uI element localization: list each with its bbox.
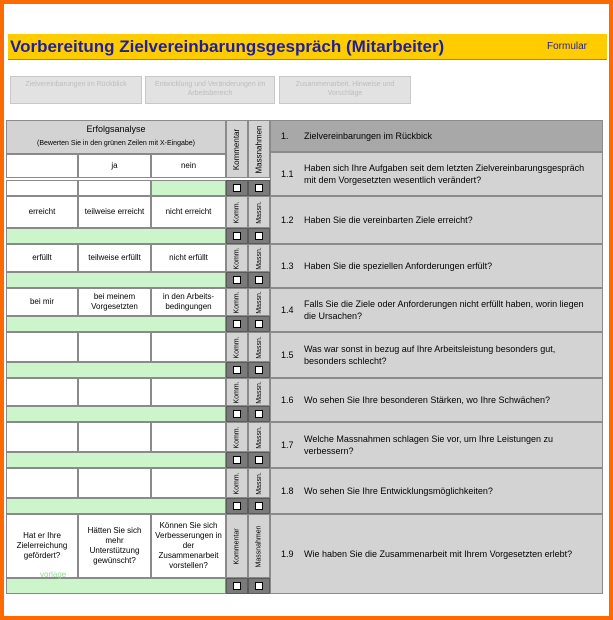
row-2-kommentar-checkbox-cell bbox=[226, 228, 248, 244]
question-text: Haben Sie die vereinbarten Ziele erreicht? bbox=[304, 215, 473, 225]
row-6-option-2 bbox=[78, 378, 151, 406]
row-9-komm-label: Kommentar bbox=[226, 514, 248, 578]
row-3-mass-label: Massn. bbox=[248, 244, 270, 272]
analysis-subtitle: (Bewerten Sie in den grünen Zeilen mit X-Eingabe) bbox=[37, 140, 195, 147]
row-3-input-green[interactable] bbox=[6, 272, 226, 288]
row-5-input-green[interactable] bbox=[6, 362, 226, 378]
row-option-label: erfüllt bbox=[32, 253, 52, 262]
section-number: 1. bbox=[281, 131, 289, 141]
row-8-komm-label: Komm. bbox=[226, 468, 248, 498]
row-option-label bbox=[9, 423, 75, 451]
row-option-label: nein bbox=[180, 161, 197, 170]
row-2-option-1 bbox=[6, 196, 78, 228]
massnahmen-checkbox[interactable] bbox=[255, 320, 263, 328]
row-8-option-2 bbox=[78, 468, 151, 498]
row-2-komm-label: Komm. bbox=[226, 196, 248, 228]
row-option-label bbox=[9, 155, 75, 177]
row-option-label bbox=[81, 423, 148, 451]
massnahmen-checkbox[interactable] bbox=[255, 456, 263, 464]
row-2-option-3 bbox=[151, 196, 226, 228]
row-4-komm-label: Komm. bbox=[226, 288, 248, 316]
page-title: Vorbereitung Zielvereinbarungsgespräch (Mitarbeiter) bbox=[10, 37, 445, 56]
row-option-label: ja bbox=[111, 161, 118, 170]
row-4-question bbox=[270, 288, 603, 332]
row-8-input-green[interactable] bbox=[6, 498, 226, 514]
row-9-mass-label: Massnahmen bbox=[248, 514, 270, 578]
watermark-text: vorlage bbox=[40, 570, 67, 579]
row-9-option-2 bbox=[78, 514, 151, 578]
row-option-label: Hat er Ihre Zielerreichung gefördert? bbox=[16, 531, 68, 560]
row-7-komm-label: Komm. bbox=[226, 422, 248, 452]
row-4-input-green[interactable] bbox=[6, 316, 226, 332]
row-9-option-3 bbox=[151, 514, 226, 578]
row-1-kommentar-checkbox-cell bbox=[226, 180, 248, 196]
row-5-kommentar-checkbox-cell bbox=[226, 362, 248, 378]
kommentar-header: Kommentar bbox=[226, 120, 248, 178]
row-1-input-blank-2[interactable] bbox=[78, 180, 151, 196]
kommentar-checkbox[interactable] bbox=[233, 276, 241, 284]
kommentar-checkbox[interactable] bbox=[233, 184, 241, 192]
row-option-label bbox=[81, 469, 148, 497]
row-4-option-2 bbox=[78, 288, 151, 316]
row-5-question bbox=[270, 332, 603, 378]
row-2-mass-label: Massn. bbox=[248, 196, 270, 228]
row-2-question bbox=[270, 196, 603, 244]
row-6-massnahmen-checkbox-cell bbox=[248, 406, 270, 422]
kommentar-checkbox[interactable] bbox=[233, 320, 241, 328]
massnahmen-checkbox[interactable] bbox=[255, 184, 263, 192]
section-title: Zielvereinbarungen im Rückbick bbox=[304, 131, 433, 141]
row-5-mass-label: Massn. bbox=[248, 332, 270, 362]
question-number: 1.5 bbox=[281, 350, 294, 360]
row-2-option-2 bbox=[78, 196, 151, 228]
row-3-kommentar-checkbox-cell bbox=[226, 272, 248, 288]
question-text: Falls Sie die Ziele oder Anforderungen nicht erfüllt haben, worin liegen die Ursachen? bbox=[304, 299, 584, 321]
kommentar-checkbox[interactable] bbox=[233, 582, 241, 590]
row-option-label: bei mir bbox=[29, 297, 54, 306]
row-9-kommentar-checkbox-cell bbox=[226, 578, 248, 594]
nav-button-entwicklung[interactable]: Entwicklung und Veränderungen im Arbeitsbereich bbox=[145, 76, 275, 104]
row-8-question bbox=[270, 468, 603, 514]
kommentar-checkbox[interactable] bbox=[233, 366, 241, 374]
title-bar bbox=[8, 34, 607, 60]
row-option-label bbox=[154, 469, 223, 497]
row-1-option-2 bbox=[78, 154, 151, 178]
row-7-input-green[interactable] bbox=[6, 452, 226, 468]
row-option-label bbox=[154, 423, 223, 451]
row-8-mass-label: Massn. bbox=[248, 468, 270, 498]
kommentar-checkbox[interactable] bbox=[233, 502, 241, 510]
row-7-kommentar-checkbox-cell bbox=[226, 452, 248, 468]
row-2-massnahmen-checkbox-cell bbox=[248, 228, 270, 244]
massnahmen-checkbox[interactable] bbox=[255, 502, 263, 510]
row-5-massnahmen-checkbox-cell bbox=[248, 362, 270, 378]
row-option-label bbox=[154, 333, 223, 361]
row-3-massnahmen-checkbox-cell bbox=[248, 272, 270, 288]
question-text: Welche Massnahmen schlagen Sie vor, um Ihre Leistungen zu verbessern? bbox=[304, 434, 553, 456]
row-4-mass-label: Massn. bbox=[248, 288, 270, 316]
row-5-option-1 bbox=[6, 332, 78, 362]
kommentar-checkbox[interactable] bbox=[233, 410, 241, 418]
row-option-label: nicht erreicht bbox=[165, 207, 212, 216]
row-6-kommentar-checkbox-cell bbox=[226, 406, 248, 422]
row-6-input-green[interactable] bbox=[6, 406, 226, 422]
kommentar-checkbox[interactable] bbox=[233, 456, 241, 464]
row-6-option-1 bbox=[6, 378, 78, 406]
row-3-option-2 bbox=[78, 244, 151, 272]
row-7-massnahmen-checkbox-cell bbox=[248, 452, 270, 468]
question-number: 1.7 bbox=[281, 440, 294, 450]
row-4-kommentar-checkbox-cell bbox=[226, 316, 248, 332]
question-number: 1.9 bbox=[281, 549, 294, 559]
row-5-option-3 bbox=[151, 332, 226, 362]
row-1-input-blank-1[interactable] bbox=[6, 180, 78, 196]
nav-button-rueckblick[interactable]: Zielvereinbarungen im Rückblick bbox=[10, 76, 142, 104]
row-option-label: in den Arbeits-bedingungen bbox=[162, 292, 215, 311]
question-text: Was war sonst in bezug auf Ihre Arbeitsleistung besonders gut, besonders schlecht? bbox=[304, 344, 556, 366]
analysis-header bbox=[6, 120, 226, 154]
question-number: 1.8 bbox=[281, 486, 294, 496]
question-number: 1.3 bbox=[281, 261, 294, 271]
row-7-option-2 bbox=[78, 422, 151, 452]
row-option-label: teilweise erfüllt bbox=[88, 253, 141, 262]
row-1-input-green[interactable] bbox=[151, 180, 226, 196]
row-3-komm-label: Komm. bbox=[226, 244, 248, 272]
row-option-label: bei meinem Vorgesetzten bbox=[91, 292, 138, 311]
row-option-label bbox=[9, 469, 75, 497]
row-7-option-3 bbox=[151, 422, 226, 452]
row-option-label: Hätten Sie sich mehr Unterstützung gewünscht? bbox=[87, 526, 142, 565]
row-option-label bbox=[81, 379, 148, 405]
row-7-question bbox=[270, 422, 603, 468]
row-option-label bbox=[154, 379, 223, 405]
row-option-label: erreicht bbox=[28, 207, 56, 216]
row-option-label: Können Sie sich Verbesserungen in der Zusammenarbeit vorstellen? bbox=[155, 521, 222, 570]
question-number: 1.4 bbox=[281, 305, 294, 315]
row-7-mass-label: Massn. bbox=[248, 422, 270, 452]
massnahmen-checkbox[interactable] bbox=[255, 276, 263, 284]
analysis-title: Erfolgsanalyse bbox=[86, 124, 146, 134]
question-number: 1.2 bbox=[281, 215, 294, 225]
form-label: Formular bbox=[546, 41, 587, 52]
section-header bbox=[270, 120, 603, 152]
row-7-option-1 bbox=[6, 422, 78, 452]
nav-button-zusammenarbeit[interactable]: Zusammenarbeit, Hinweise und Vorschläge bbox=[279, 76, 411, 104]
massnahmen-checkbox[interactable] bbox=[255, 366, 263, 374]
row-8-kommentar-checkbox-cell bbox=[226, 498, 248, 514]
question-text: Wo sehen Sie Ihre besonderen Stärken, wo Ihre Schwächen? bbox=[304, 395, 550, 405]
row-9-input-green[interactable] bbox=[6, 578, 226, 594]
question-number: 1.1 bbox=[281, 169, 294, 179]
row-8-option-1 bbox=[6, 468, 78, 498]
question-text: Wie haben Sie die Zusammenarbeit mit Ihrem Vorgesetzten erlebt? bbox=[304, 549, 573, 559]
row-9-massnahmen-checkbox-cell bbox=[248, 578, 270, 594]
row-2-input-green[interactable] bbox=[6, 228, 226, 244]
row-1-question bbox=[270, 152, 603, 196]
row-3-question bbox=[270, 244, 603, 288]
row-9-question bbox=[270, 514, 603, 594]
question-text: Haben Sie die speziellen Anforderungen erfült? bbox=[304, 261, 493, 271]
row-4-option-1 bbox=[6, 288, 78, 316]
row-3-option-3 bbox=[151, 244, 226, 272]
row-option-label bbox=[9, 379, 75, 405]
row-9-option-1 bbox=[6, 514, 78, 578]
row-5-komm-label: Komm. bbox=[226, 332, 248, 362]
massnahmen-checkbox[interactable] bbox=[255, 410, 263, 418]
row-6-mass-label: Massn. bbox=[248, 378, 270, 406]
row-6-option-3 bbox=[151, 378, 226, 406]
massnahmen-header: Massnahmen bbox=[248, 120, 270, 178]
row-6-question bbox=[270, 378, 603, 422]
question-text: Wo sehen Sie Ihre Entwicklungsmöglichkeiten? bbox=[304, 486, 493, 496]
massnahmen-checkbox[interactable] bbox=[255, 582, 263, 590]
row-4-massnahmen-checkbox-cell bbox=[248, 316, 270, 332]
row-8-option-3 bbox=[151, 468, 226, 498]
row-5-option-2 bbox=[78, 332, 151, 362]
row-option-label bbox=[81, 333, 148, 361]
row-4-option-3 bbox=[151, 288, 226, 316]
massnahmen-checkbox[interactable] bbox=[255, 232, 263, 240]
row-8-massnahmen-checkbox-cell bbox=[248, 498, 270, 514]
kommentar-checkbox[interactable] bbox=[233, 232, 241, 240]
row-1-massnahmen-checkbox-cell bbox=[248, 180, 270, 196]
row-3-option-1 bbox=[6, 244, 78, 272]
question-text: Haben sich Ihre Aufgaben seit dem letzten Zielvereinbarungsgespräch mit dem Vorgesetzten wesentlich verändert? bbox=[304, 163, 585, 185]
row-1-option-1 bbox=[6, 154, 78, 178]
row-6-komm-label: Komm. bbox=[226, 378, 248, 406]
row-option-label: teilweise erreicht bbox=[84, 207, 145, 216]
row-1-option-3 bbox=[151, 154, 226, 178]
row-option-label: nicht erfüllt bbox=[169, 253, 208, 262]
row-option-label bbox=[9, 333, 75, 361]
question-number: 1.6 bbox=[281, 395, 294, 405]
